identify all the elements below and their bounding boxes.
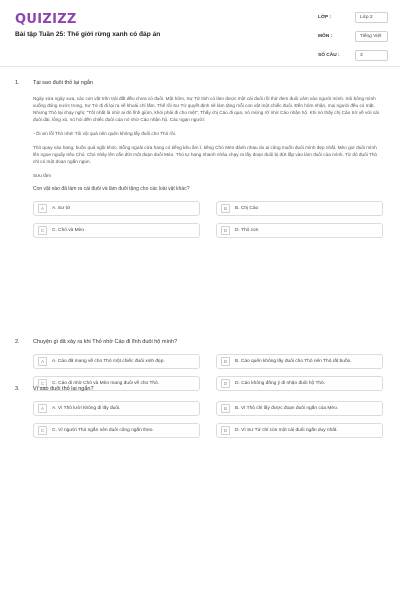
option-a[interactable]	[33, 201, 200, 216]
option-letter: D	[221, 426, 230, 435]
option-text: A. Sư tử	[52, 206, 71, 211]
option-d[interactable]	[216, 423, 383, 438]
option-text: C. Chó và Mèo	[52, 228, 84, 233]
option-text: A. Cáo đã mang về cho Thỏ một chiếc đuôi xinh đẹp.	[52, 359, 165, 364]
meta-label: MÔN :	[318, 33, 333, 39]
meta-row-grade	[318, 10, 388, 24]
question-title: Chuyện gì đã xảy ra khi Thỏ nhờ Cáo đi lĩnh đuôi hộ mình?	[33, 339, 178, 345]
passage-paragraph: Ngày xửa ngày xưa, các con vật trên trái đất đều chưa có đuôi. Một hôm, Sư Tử tỉnh có làm được một cái đuôi rồi thử đem đuôi cảm vào người mình. Sói bông mình xuống đóng nước trong, Sư Tử đi đi lại ra về khoái chí lắm. Thế rồi Sư Tử quyết định sẽ làm tặng mỗi con vật một chiếc đuôi. Đến hôm nhận, mọi người đều có mặt. Nhưng Thỏ lại chạy nghị: "Tốt nhất là nhờ ai đó lĩnh giùm, khỏi phải đi cho mệt". Thấy chị Cáo đi qua, nó mừng rỡ nhờ Cáo nhận hộ. Khi nó thấy chị Cáo trở về với cái đuôi dài, lông xù, nó hỏi đến chiếc đuôi của nó nhờ Cáo nhận hộ. Các ngạn người:	[33, 96, 379, 122]
option-text: B. Cáo quên không lấy đuôi cho Thỏ nên Thỏ rất buồn.	[235, 359, 352, 364]
passage-source: Sưu tầm	[33, 173, 51, 178]
option-b[interactable]	[216, 201, 383, 216]
passage-paragraph: Thỏ quay vào hang, buồn quá ngồi khóc. Bỗng ngoài cửa hang có tiếng kêu ầm ĩ, tiếng Chó Mèo đánh nhau do ai cũng muốn đuôi mình đẹp nhất. Mèo giơ đuôi mình lên ngoe nguẩy trêu Chó. Chó nhảy lên cắn đứt một đoạn đuôi Mèo. Thỏ tự hang nhanh nhảu chạy ra lấy đoạn đuôi bị đứt lắp vào làm đuôi của mình. Từ đó đuôi Thỏ chỉ có một đoạn ngắn ngủn.	[33, 145, 378, 164]
options-grid	[33, 401, 383, 438]
option-b[interactable]	[216, 354, 383, 369]
option-letter: B	[221, 357, 230, 366]
option-letter: C	[38, 226, 47, 235]
question-body	[33, 339, 383, 391]
option-d[interactable]	[216, 223, 383, 238]
meta-label: LỚP :	[318, 14, 332, 20]
option-text: C. Cáo đi nhờ Chó và Mèo mang đuôi về cho Thỏ.	[52, 381, 160, 386]
meta-label: SỐ CÂU :	[318, 52, 340, 58]
option-text: D. Cáo không đồng ý đi nhận đuôi hộ Thỏ.	[235, 381, 326, 386]
option-text: B. Vì Thỏ chỉ lấy được đoạn đuôi ngắn của Mèo.	[235, 406, 339, 411]
option-text: D. Thỏ con	[235, 228, 259, 233]
option-text: B. Chị Cáo	[235, 206, 259, 211]
option-c[interactable]	[33, 223, 200, 238]
option-a[interactable]	[33, 354, 200, 369]
meta-value: 3	[355, 50, 388, 61]
option-b[interactable]	[216, 401, 383, 416]
question-title: Tại sao đuôi thỏ lại ngắn	[33, 80, 93, 86]
option-letter: D	[221, 379, 230, 388]
option-c[interactable]	[33, 423, 200, 438]
option-letter: C	[38, 379, 47, 388]
option-a[interactable]	[33, 401, 200, 416]
passage-paragraph: - Ôi xin lỗi Thỏ nhé! Tôi vội quá nên quên không lấy đuôi cho Thỏ rồi.	[33, 131, 177, 136]
question-number: 3.	[15, 386, 20, 392]
quizizz-logo: QUIZIZZ	[15, 12, 77, 27]
worksheet-title: Bài tập Tuần 25: Thế giới rừng xanh có đáp án	[15, 31, 161, 38]
question-title: Vì sao đuôi thỏ lại ngắn?	[33, 386, 94, 392]
meta-row-count	[318, 48, 388, 62]
question-body	[33, 386, 383, 438]
option-letter: B	[221, 204, 230, 213]
option-text: D. Vì Sư Tử chỉ còn một cái đuôi ngắn duy nhất.	[235, 428, 338, 433]
option-letter: C	[38, 426, 47, 435]
option-letter: D	[221, 226, 230, 235]
option-letter: A	[38, 404, 47, 413]
options-grid	[33, 201, 383, 238]
worksheet-header	[0, 0, 400, 67]
question-number: 1.	[15, 80, 20, 86]
meta-value: Tiếng Việt	[355, 31, 388, 42]
question-body	[33, 80, 383, 238]
option-letter: A	[38, 357, 47, 366]
option-letter: A	[38, 204, 47, 213]
option-letter: B	[221, 404, 230, 413]
question-number: 2.	[15, 339, 20, 345]
option-text: A. Vì Thỏ lười không đi lấy đuôi.	[52, 406, 121, 411]
meta-value: Lớp 2	[355, 12, 388, 23]
option-text: C. Vì người Thỏ ngắn nên đuôi cũng ngắn theo.	[52, 428, 154, 433]
meta-row-subject	[318, 29, 388, 43]
question-prompt: Con vật nào đã làm ra cái đuôi và làm đuôi tặng cho các loài vật khác?	[33, 186, 190, 192]
worksheet-meta	[318, 10, 388, 67]
